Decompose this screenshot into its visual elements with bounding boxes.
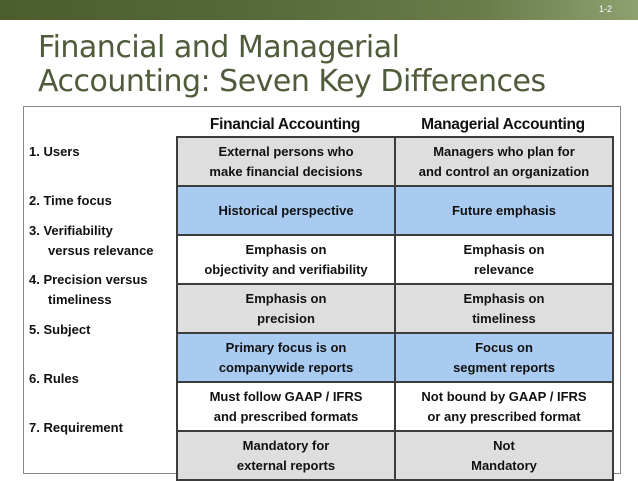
cell-text-line: precision [257, 310, 315, 326]
managerial-cell-subject [395, 333, 613, 382]
row-label-line: 7. Requirement [29, 420, 123, 435]
managerial-cell-users [395, 137, 613, 186]
managerial-cell-rules [395, 382, 613, 431]
row-label-line: timeliness [48, 292, 112, 307]
row-label-line: 1. Users [29, 144, 80, 159]
table-row [177, 235, 613, 284]
financial-cell-time-focus [177, 186, 395, 235]
row-label-line: 6. Rules [29, 371, 79, 386]
cell-text-line: Emphasis on [245, 290, 327, 306]
comparison-grid [176, 136, 614, 481]
cell-text-line: timeliness [472, 310, 536, 326]
cell-text-line: relevance [474, 261, 534, 277]
table-row [177, 137, 613, 186]
cell-text-line: Mandatory [471, 457, 537, 473]
table-row [177, 382, 613, 431]
cell-text-line: Not [493, 437, 515, 453]
cell-text-line: Emphasis on [245, 241, 327, 257]
row-label-rules [29, 369, 79, 389]
financial-cell-precision [177, 284, 395, 333]
row-label-line: 2. Time focus [29, 193, 112, 208]
financial-cell-requirement [177, 431, 395, 480]
row-label-line: versus relevance [48, 243, 154, 258]
row-label-line: 4. Precision versus [29, 272, 148, 287]
financial-cell-subject [177, 333, 395, 382]
table-row [177, 186, 613, 235]
cell-text-line: and prescribed formats [213, 408, 359, 424]
row-label-verifiability [29, 221, 154, 261]
cell-text-line: make financial decisions [209, 163, 363, 179]
financial-cell-users [177, 137, 395, 186]
managerial-cell-precision [395, 284, 613, 333]
cell-text-line: Mandatory for [242, 437, 330, 453]
row-label-users [29, 142, 80, 162]
financial-cell-rules [177, 382, 395, 431]
managerial-cell-time-focus [395, 186, 613, 235]
cell-text-line: Primary focus is on [225, 339, 347, 355]
table-row [177, 431, 613, 480]
slide-number: 1-2 [598, 4, 612, 14]
column-header-managerial: Managerial Accounting [421, 116, 585, 133]
top-banner [0, 0, 638, 20]
cell-text-line: Managers who plan for [433, 143, 575, 159]
cell-text-line: Emphasis on [463, 290, 545, 306]
slide-title [38, 31, 546, 99]
cell-text-line: and control an organization [418, 163, 590, 179]
row-label-precision [29, 270, 148, 310]
row-label-subject [29, 320, 90, 340]
cell-text-line: Not bound by GAAP / IFRS [421, 388, 587, 404]
financial-cell-verifiability [177, 235, 395, 284]
cell-text-line: external reports [236, 457, 336, 473]
cell-text-line: objectivity and verifiability [204, 261, 368, 277]
row-label-requirement [29, 418, 123, 438]
cell-text-line: Focus on [475, 339, 533, 355]
managerial-cell-requirement [395, 431, 613, 480]
cell-text-line: or any prescribed format [427, 408, 581, 424]
slide-title-line-2: Accounting: Seven Key Differences [38, 64, 546, 99]
cell-text-line: Future emphasis [451, 202, 557, 218]
cell-text-line: Historical perspective [218, 202, 354, 218]
cell-text-line: Must follow GAAP / IFRS [209, 388, 363, 404]
column-header-financial: Financial Accounting [209, 116, 361, 133]
table-row [177, 284, 613, 333]
managerial-cell-verifiability [395, 235, 613, 284]
cell-text-line: segment reports [453, 359, 555, 375]
cell-text-line: companywide reports [218, 359, 354, 375]
row-label-time-focus [29, 191, 112, 211]
row-label-line: 5. Subject [29, 322, 91, 337]
row-label-line: 3. Verifiability [29, 223, 113, 238]
cell-text-line: External persons who [218, 143, 354, 159]
cell-text-line: Emphasis on [463, 241, 545, 257]
table-row [177, 333, 613, 382]
slide-title-line-1: Financial and Managerial [38, 30, 400, 65]
